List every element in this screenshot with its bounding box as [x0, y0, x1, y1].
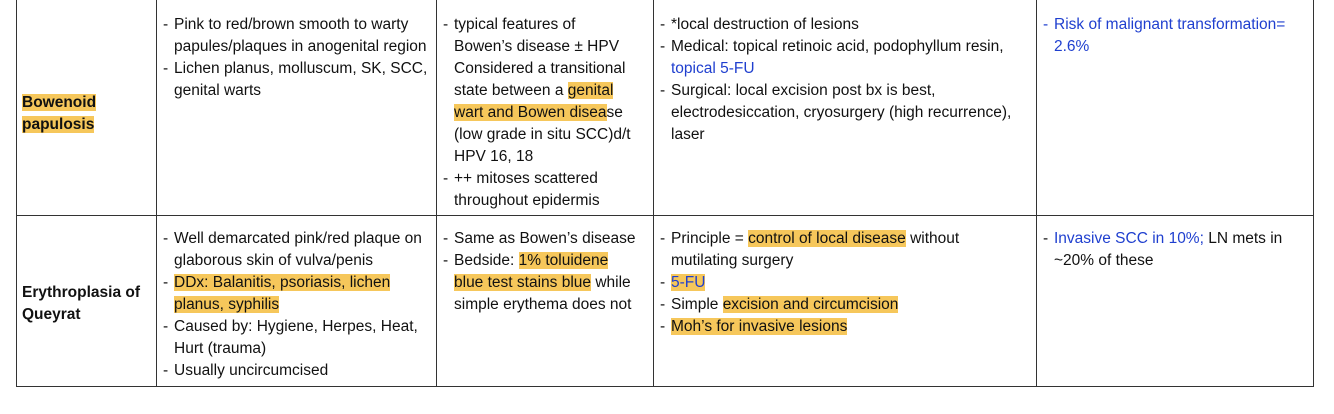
highlighted-text: genital [567, 82, 614, 99]
highlighted-text: Moh’s for invasive lesions [671, 318, 848, 335]
list-item: - Caused by: Hygiene, Herpes, Heat, Hurt (trauma) [162, 316, 434, 360]
prognosis-cell [1042, 228, 1308, 272]
list-item: - typical features of Bowen’s disease ± HPV Considered a transitional state between a genital wart and Bowen disease (low grade in situ SCC)d/t HPV 16, 18 [442, 14, 652, 168]
list-item: - Medical: topical retinoic acid, podophyllum resin, topical 5-FU [659, 36, 1035, 80]
highlighted-text: 1% toluidene [518, 252, 609, 269]
column-divider [653, 0, 654, 387]
blue-text: Invasive SCC in 10%; [1054, 230, 1204, 247]
table-border-right [1313, 0, 1314, 387]
column-divider [1036, 0, 1037, 387]
list-item: - Pink to red/brown smooth to warty papules/plaques in anogenital region [162, 14, 434, 58]
histology-cell [442, 228, 652, 316]
list-item: - Usually uncircumcised [162, 360, 434, 382]
treatment-cell [659, 14, 1035, 146]
list-item: - Bedside: 1% toluidene blue test stains blue while simple erythema does not [442, 250, 652, 316]
row-divider [16, 215, 1314, 216]
highlighted-text: 5-FU [671, 274, 706, 291]
table-border-bottom [16, 386, 1314, 387]
highlighted-text: planus, syphilis [174, 296, 280, 313]
list-item: - Invasive SCC in 10%; LN mets in ~20% of these [1042, 228, 1308, 272]
list-item [659, 272, 1035, 294]
list-item: - Risk of malignant transformation= 2.6% [1042, 14, 1308, 58]
histology-cell [442, 14, 652, 212]
prognosis-cell [1042, 14, 1308, 58]
list-item: - Lichen planus, molluscum, SK, SCC, genital warts [162, 58, 434, 102]
list-item: - Principle = control of local disease without mutilating surgery [659, 228, 1035, 272]
clinical-cell [162, 228, 434, 382]
column-divider [156, 0, 157, 387]
table-border-left [16, 0, 17, 387]
condition-cell [22, 282, 154, 326]
highlighted-text: control of local disease [748, 230, 906, 247]
list-item [162, 272, 434, 316]
highlighted-text: wart and Bowen disea [454, 104, 607, 121]
column-divider [436, 0, 437, 387]
list-item: - ++ mitoses scattered throughout epidermis [442, 168, 652, 212]
highlighted-text: excision and circumcision [722, 296, 899, 313]
blue-text: topical 5-FU [671, 60, 755, 77]
ddx-table [16, 0, 1314, 387]
list-item: - Simple excision and circumcision [659, 294, 1035, 316]
treatment-cell [659, 228, 1035, 338]
condition-cell [22, 92, 132, 136]
highlighted-text: DDx: Balanitis, psoriasis, lichen [174, 274, 391, 291]
condition-name: Erythroplasia of Queyrat [22, 284, 140, 323]
list-item: - *local destruction of lesions [659, 14, 1035, 36]
highlighted-text: blue test stains blue [454, 274, 592, 291]
clinical-cell [162, 14, 434, 102]
list-item: - Well demarcated pink/red plaque on glaborous skin of vulva/penis [162, 228, 434, 272]
condition-name: Bowenoid papulosis [22, 94, 97, 133]
list-item: - Same as Bowen’s disease [442, 228, 652, 250]
list-item [659, 316, 1035, 338]
list-item: - Surgical: local excision post bx is best, electrodesiccation, cryosurgery (high recurrence), laser [659, 80, 1035, 146]
